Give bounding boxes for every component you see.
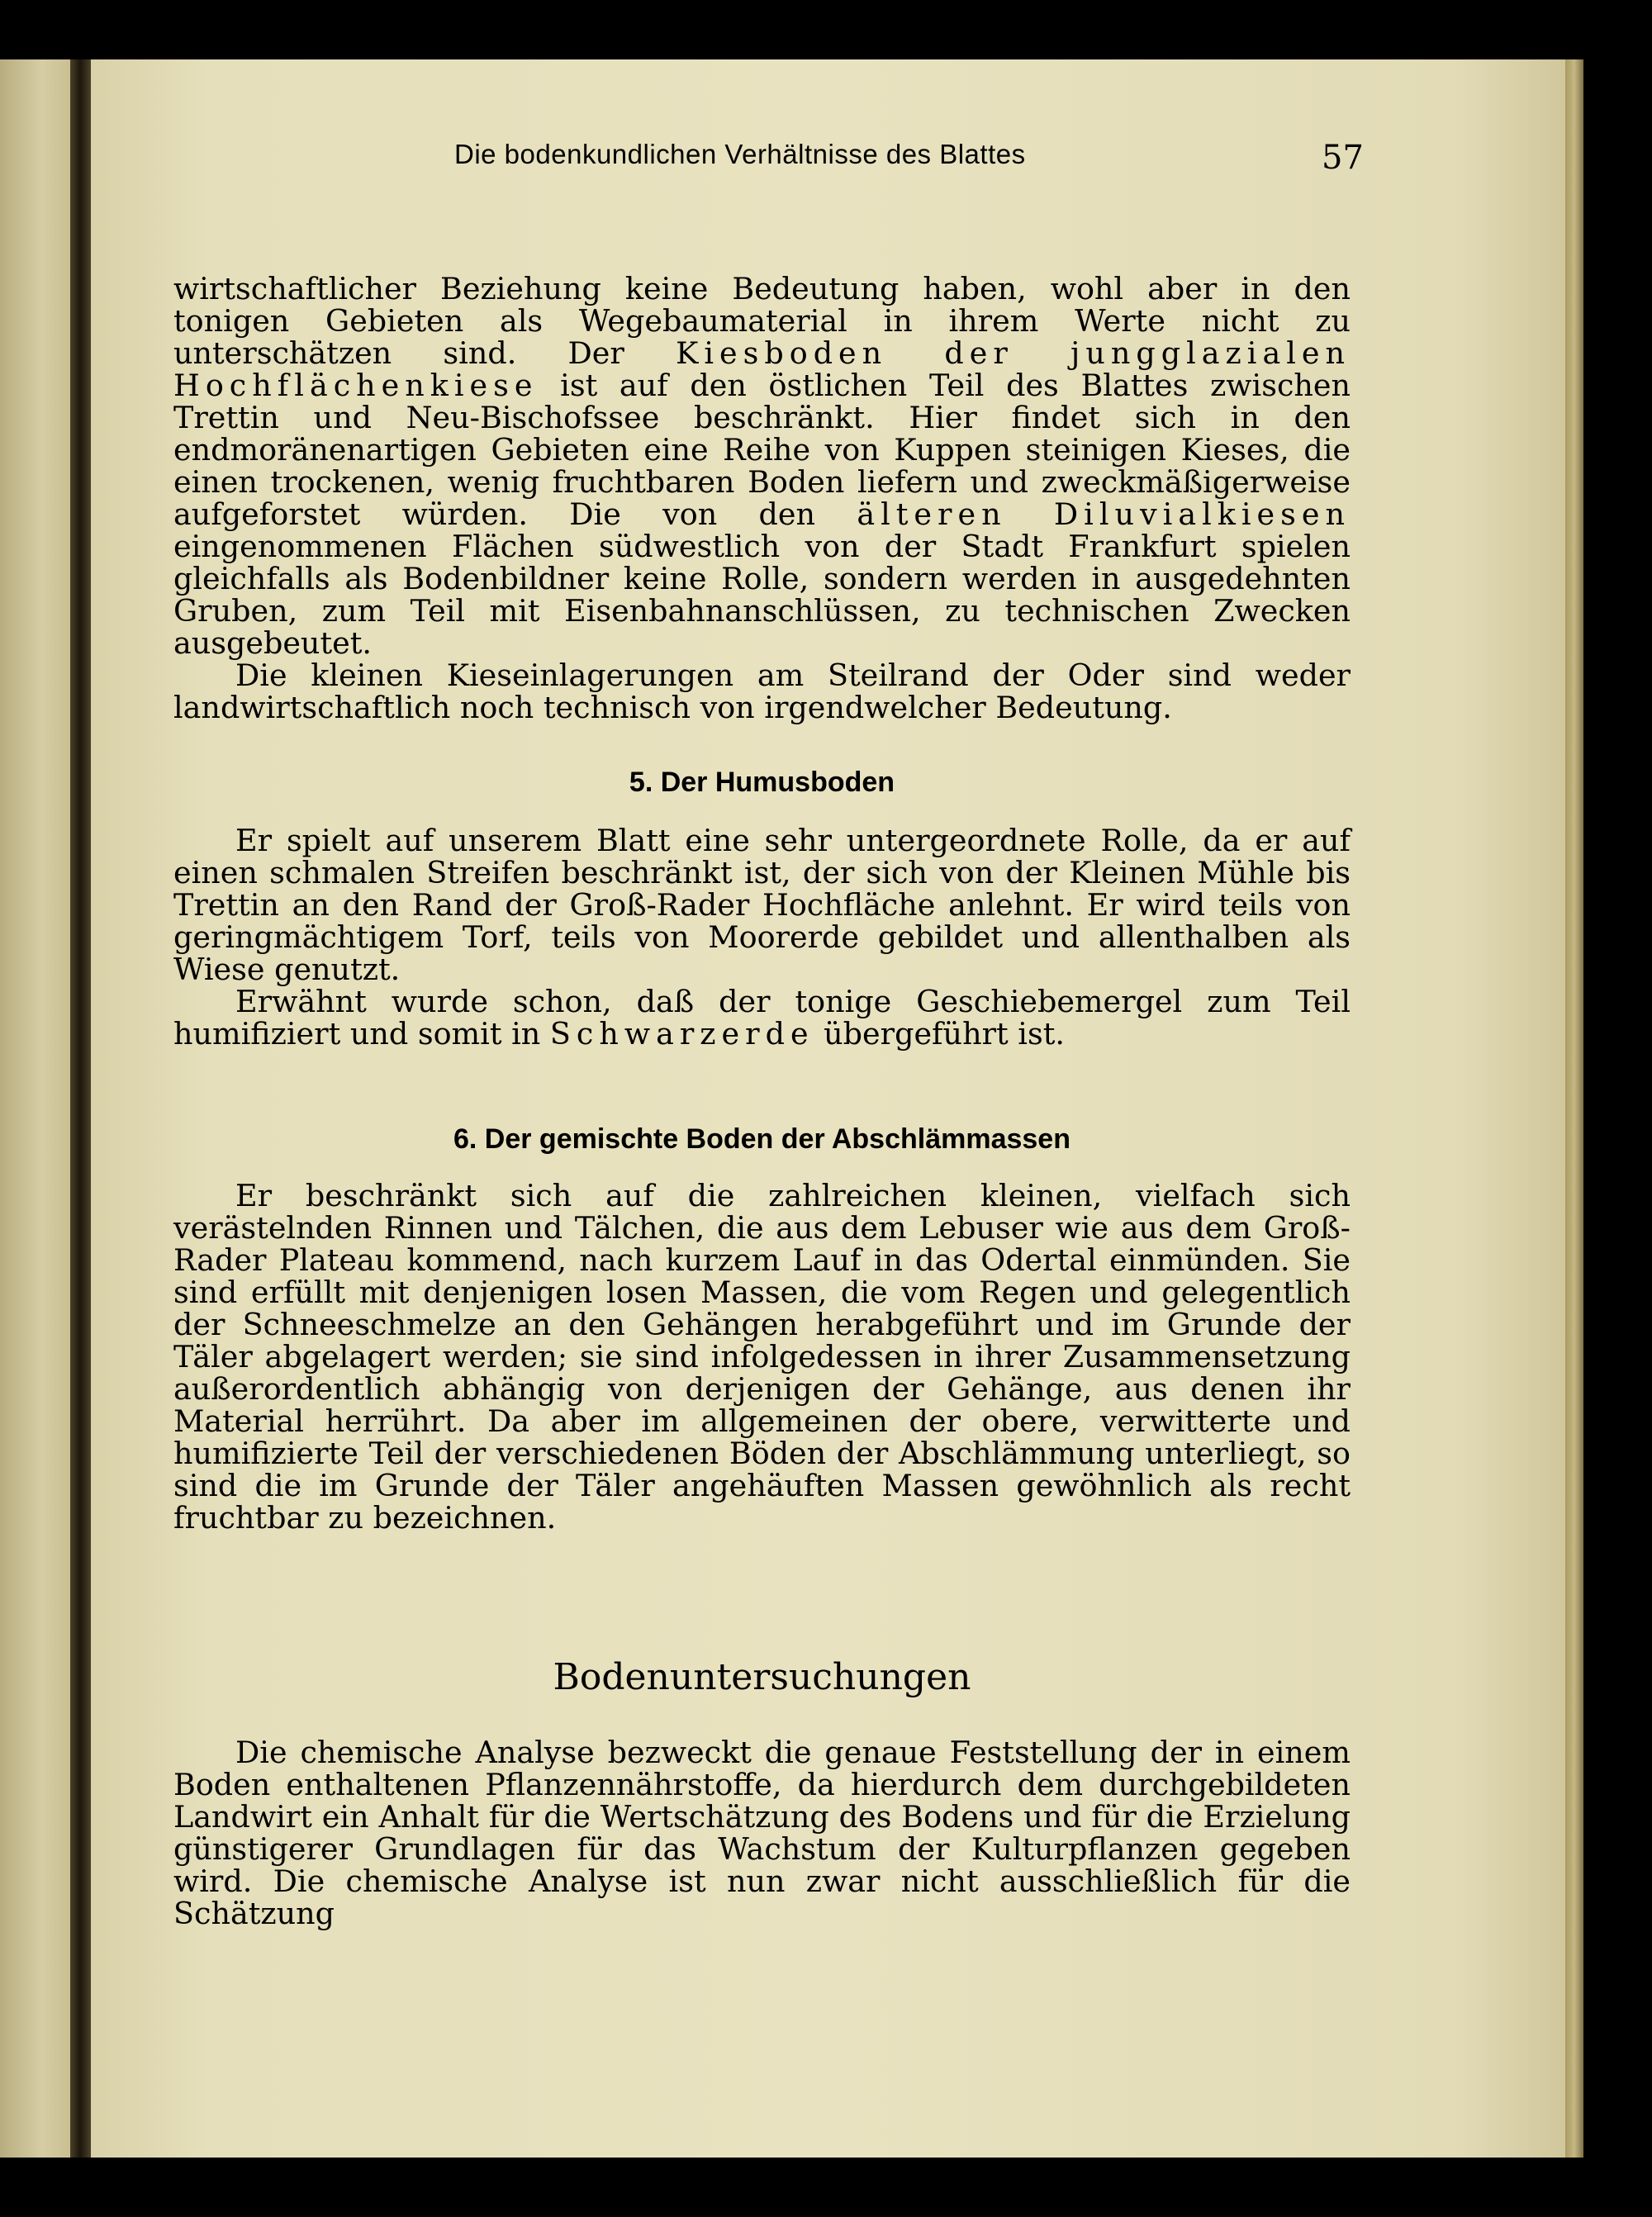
section-heading-humusboden: 5. Der Humusboden [629, 767, 895, 798]
bodenuntersuchungen-text-block [173, 1736, 1351, 1930]
paragraph-humusboden: Er spielt auf unserem Blatt eine sehr untergeordnete Rolle, da er auf einen schmalen Streifen beschränkt ist, der sich von der Kleinen Mühle bis Trettin an den Rand der Groß-Rader Hochfläche anlehnt. Er wird teils von geringmächtigem Torf, teils von Moorerde gebildet und allenthalben als Wiese genutzt. [173, 823, 1351, 987]
abschlaemmassen-text-block [173, 1180, 1351, 1534]
section-title-bodenuntersuchungen: Bodenuntersuchungen [553, 1656, 971, 1698]
humusboden-text-block [173, 824, 1351, 1050]
running-head: Die bodenkundlichen Verhältnisse des Blattes [454, 139, 1026, 169]
paragraph-abschlaemmassen: Er beschränkt sich auf die zahlreichen kleinen, vielfach sich verästelnden Rinnen und Tälchen, die aus dem Lebuser wie aus dem Groß-Rader Plateau kommend, nach kurzem Lauf in das Odertal einmünden. Sie sind erfüllt mit denjenigen losen Massen, die vom Regen und gelegentlich der Schneeschmelze an den Gehängen herabgeführt und im Grunde der Täler abgelagert werden; sie sind infolgedessen in ihrer Zusammensetzung außerordentlich abhängig von derjenigen der Gehänge, aus denen ihr Material herrührt. Da aber im allgemeinen der obere, verwitterte und humifizierte Teil der verschiedenen Böden der Abschlämmung unterliegt, so sind die im Grunde der Täler angehäuften Massen gewöhnlich als recht fruchtbar zu bezeichnen. [173, 1178, 1351, 1536]
page-number: 57 [1322, 139, 1364, 177]
left-page-edge [0, 59, 70, 2158]
spaced-term: Kiesboden der jungglazialen Hochflächenkiese [173, 335, 1351, 403]
spaced-term: älteren Diluvialkiesen [857, 496, 1351, 532]
paragraph-kieseinlagerungen: Die kleinen Kieseinlagerungen am Steilrand der Oder sind weder landwirtschaftlich noch technisch von irgendwelcher Bedeutung. [173, 658, 1351, 725]
section-heading-abschlaemmassen: 6. Der gemischte Boden der Abschlämmassen [453, 1123, 1070, 1155]
paragraph-schwarzerde: Erwähnt wurde schon, daß der tonige Geschiebemergel zum Teil humifiziert und somit in Schwarzerde übergeführt ist. [173, 984, 1351, 1052]
page-stack-edge [1565, 59, 1583, 2158]
continued-text-block [173, 273, 1351, 724]
paragraph-chemische-analyse: Die chemische Analyse bezweckt die genaue Feststellung der in einem Boden enthaltenen Pflanzennährstoffe, da hierdurch dem durchgebildeten Landwirt ein Anhalt für die Wertschätzung des Bodens und für die Erzielung günstigerer Grundlagen für das Wachstum der Kulturpflanzen gegeben wird. Die chemische Analyse ist nun zwar nicht ausschließlich für die Schätzung [173, 1735, 1351, 1931]
paragraph-kiesboden: wirtschaftlicher Beziehung keine Bedeutung haben, wohl aber in den tonigen Gebieten als Wegebaumaterial in ihrem Werte nicht zu unterschätzen sind. Der Kiesboden der jungglazialen Hochflächenkiese ist auf den östlichen Teil des Blattes zwischen Trettin und Neu-Bischofssee beschränkt. Hier findet sich in den endmoränenartigen Gebieten eine Reihe von Kuppen steinigen Kieses, die einen trockenen, wenig fruchtbaren Boden liefern und zweckmäßigerweise aufgeforstet würden. Die von den älteren Diluvialkiesen eingenommenen Flächen südwestlich von der Stadt Frankfurt spielen gleichfalls als Bodenbildner keine Rolle, sondern werden in ausgedehnten Gruben, zum Teil mit Eisenbahnanschlüssen, zu technischen Zwecken ausgebeutet. [173, 271, 1351, 661]
spaced-term: Schwarzerde [549, 1016, 814, 1052]
